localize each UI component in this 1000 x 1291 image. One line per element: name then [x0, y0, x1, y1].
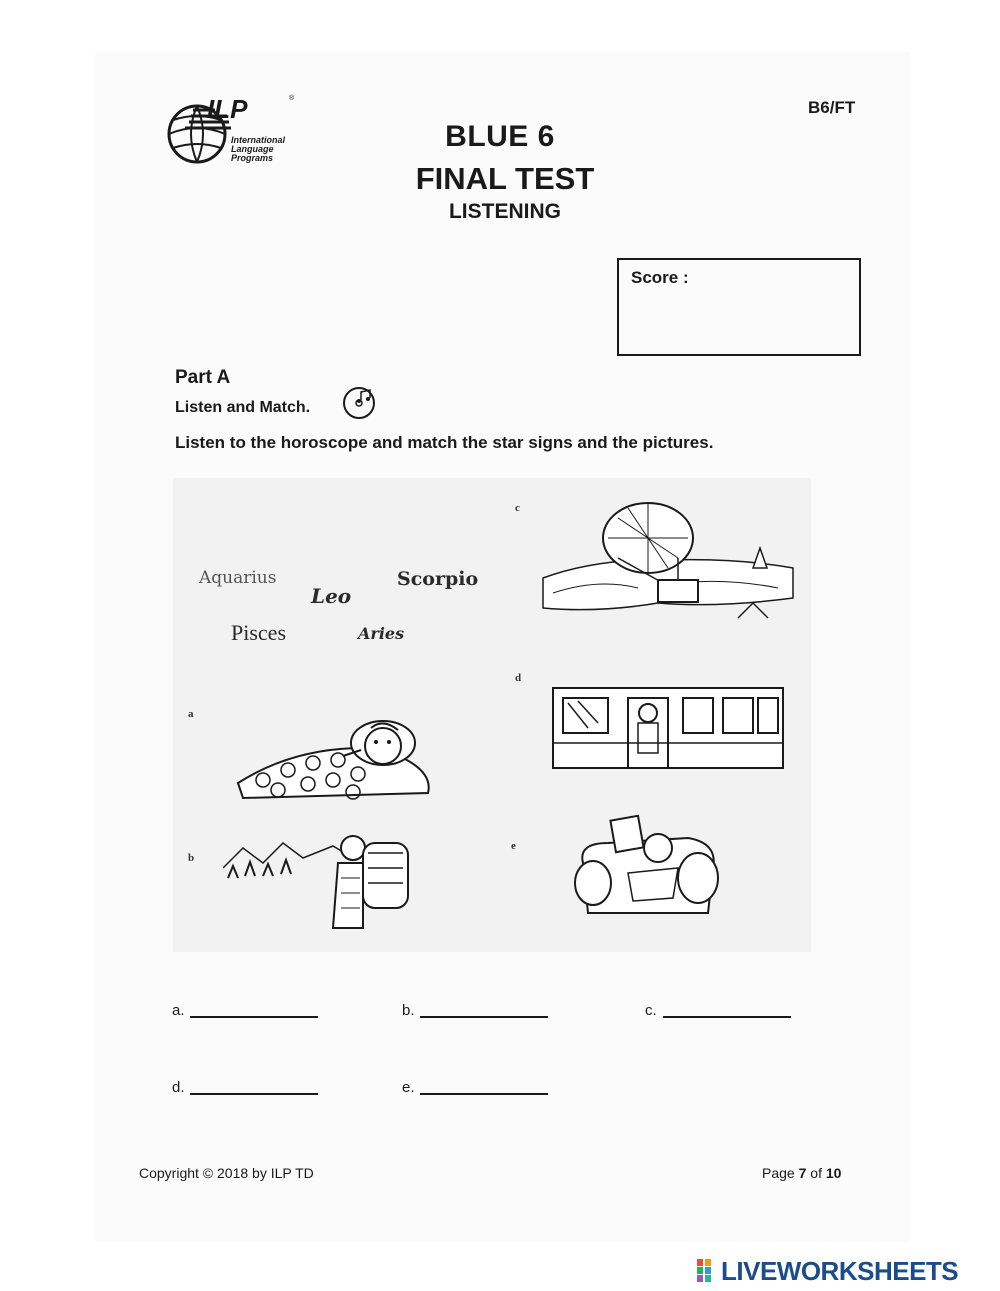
- answer-label-a: a.: [172, 1002, 185, 1019]
- answer-line-b[interactable]: [420, 1016, 548, 1018]
- picture-letter-c: c: [515, 502, 520, 514]
- part-subtitle: Listen and Match.: [175, 399, 311, 416]
- star-sign-aquarius: Aquarius: [199, 568, 277, 588]
- liveworksheets-text: LIVEWORKSHEETS: [721, 1255, 959, 1286]
- page-prefix: Page: [762, 1165, 799, 1181]
- page-current: 7: [798, 1165, 807, 1181]
- title-level: BLUE 6: [445, 120, 555, 153]
- picture-letter-d: d: [515, 672, 522, 684]
- answer-line-e[interactable]: [420, 1093, 548, 1095]
- svg-text:®: ®: [289, 95, 295, 102]
- logo-line-1: International: [231, 135, 286, 145]
- star-sign-aries: Aries: [358, 624, 405, 643]
- picture-panel: [173, 478, 811, 952]
- star-sign-leo: Leo: [311, 584, 352, 608]
- logo-name: ILP: [207, 94, 248, 124]
- copyright-text: Copyright © 2018 by ILP TD: [139, 1165, 314, 1181]
- answer-line-a[interactable]: [190, 1016, 318, 1018]
- page-mid: of: [806, 1165, 826, 1181]
- page-total: 10: [825, 1165, 842, 1181]
- part-title: Part A: [175, 367, 231, 388]
- liveworksheets-logo-icon: [697, 1259, 719, 1283]
- answer-label-d: d.: [172, 1079, 185, 1096]
- page-number: [762, 1165, 841, 1181]
- test-code: B6/FT: [808, 98, 856, 117]
- picture-letter-a: a: [188, 708, 194, 720]
- picture-e-reading: [568, 813, 728, 923]
- answer-label-e: e.: [402, 1079, 415, 1096]
- instruction-text: Listen to the horoscope and match the star signs and the pictures.: [175, 433, 714, 452]
- picture-letter-e: e: [511, 840, 516, 852]
- audio-cd-icon[interactable]: [342, 384, 378, 420]
- score-box[interactable]: [617, 258, 861, 356]
- logo-line-3: Programs: [231, 153, 274, 163]
- picture-c-balloon: [538, 498, 798, 638]
- answer-line-d[interactable]: [190, 1093, 318, 1095]
- picture-a-sick-in-bed: [233, 708, 443, 808]
- answer-label-b: b.: [402, 1002, 415, 1019]
- title-section: LISTENING: [448, 200, 561, 223]
- picture-d-train: [548, 683, 788, 783]
- title-test: FINAL TEST: [415, 161, 595, 196]
- star-sign-scorpio: Scorpio: [397, 568, 479, 590]
- liveworksheets-watermark[interactable]: [697, 1256, 958, 1286]
- logo-line-2: Language: [231, 144, 274, 154]
- answer-line-c[interactable]: [663, 1016, 791, 1018]
- picture-b-hiker: [223, 818, 423, 948]
- star-sign-pisces: Pisces: [231, 620, 286, 645]
- score-label: Score :: [631, 268, 689, 287]
- answer-label-c: c.: [645, 1002, 657, 1019]
- picture-letter-b: b: [188, 852, 195, 864]
